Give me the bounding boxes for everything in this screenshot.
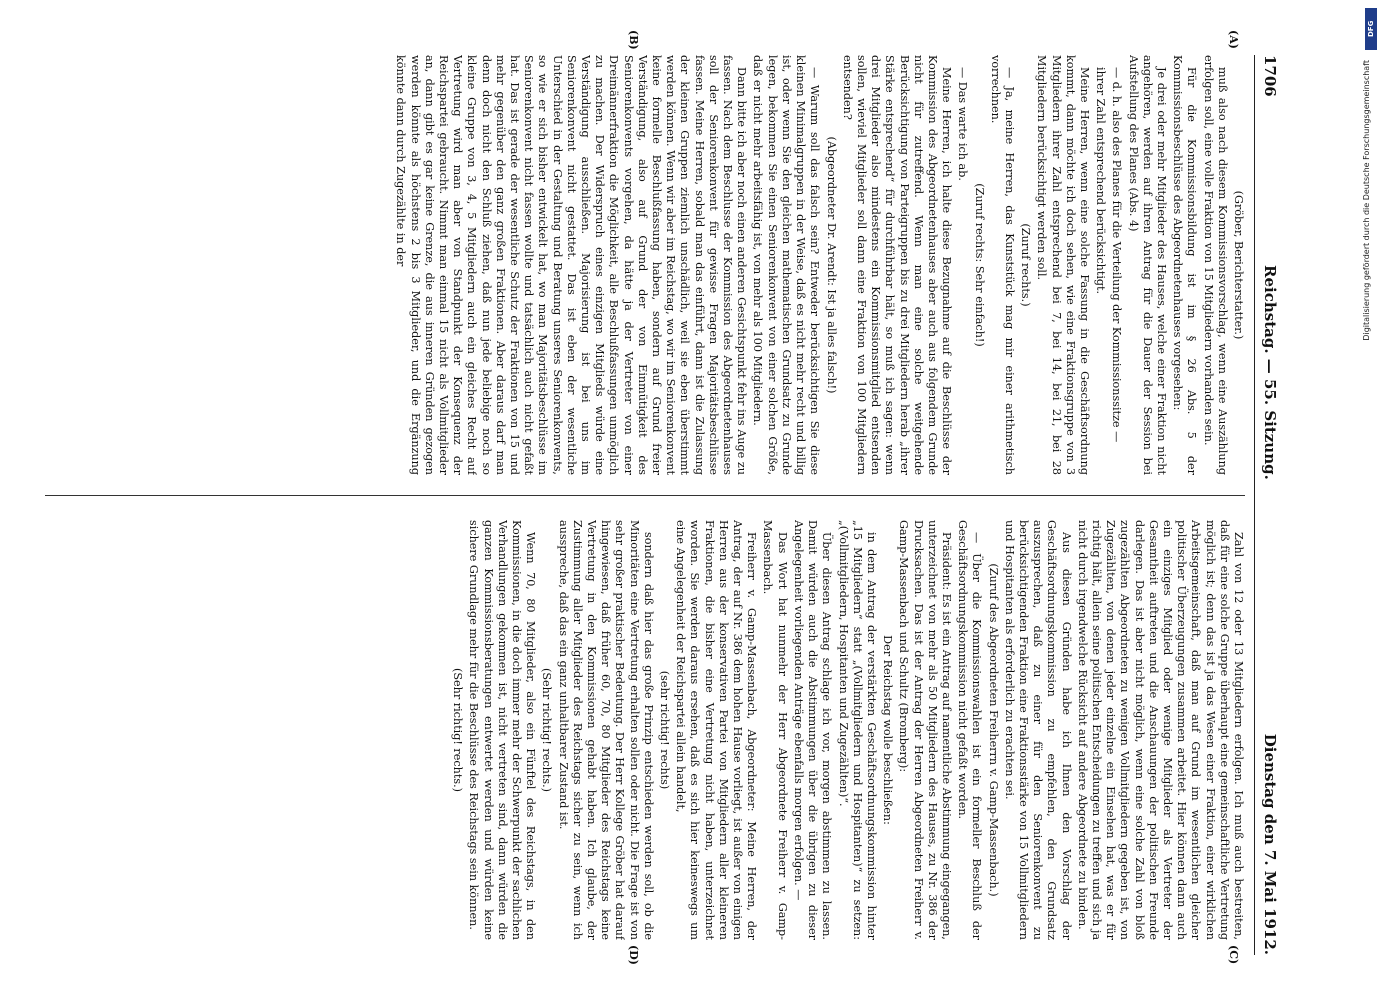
speaker-note: (Gröber, Berichterstatter.) — [1232, 190, 1245, 340]
interjection: (sehr richtig! rechts) — [658, 670, 672, 790]
paragraph: Zahl von 12 oder 13 Mitgliedern erfolgen. Ich muß auch bestreiten, daß für eine solche Gruppe überhaupt eine gemeinschaftliche Vertretung möglich ist; denn das ist ja das Wesen einer Fraktion, einer wirklichen Arbeitsgemeinschaft, daß man auf Grund im wesentlichen gleicher politischer Überzeugungen zusammen arbeitet. Hier können dann auch ein einziges Mitglied oder wenige Mitglieder als Vertreter der Gesamtheit auftreten und die Anschauungen der politischen Freunde darlegen. Das ist aber nicht möglich, wenn eine solche Zahl von bloß zugezählten Abgeordneten zu wenigen Vollmitgliedern gegeben ist, von Zugezählten, von denen jeder einzelne ein Einsehen hat, was er für richtig hält, allein seine politischen Entscheidungen zu treffen und sich ja nicht durch irgendwelche Rücksicht auf andere Abgeordnete zu binden. — [1075, 520, 1245, 940]
right-column — [35, 520, 1245, 940]
digitization-credit: Digitalisierung gefördert durch die Deutsche Forschungsgemeinschaft — [1362, 60, 1371, 341]
paragraph: — Warum soll das falsch sein? Entweder berücksichtigen Sie diese kleinen Minimalgruppen in der Weise, daß es nicht mehr recht und billig ist, oder wenn Sie den gleichen mathematischen Grundsatz zu Grunde legen, bekommen Sie einen Seniorenkonvent von einer solchen Größe, daß er nicht mehr arbeitsfähig ist, von mehr als 100 Mitgliedern. — [751, 55, 822, 475]
paragraph: Präsident: Es ist ein Antrag auf namentliche Abstimmung eingegangen, unterzeichnet von mehr als 50 Mitgliedern des Hauses, zu Nr. 386 der Drucksachen. Das ist der Antrag der Herren Abgeordneten Freiherr v. Gamp-Massenbach und Schultz (Bromberg): — [897, 520, 953, 940]
quote: in dem Antrag der verstärkten Geschäftsordnungskommission hinter „15 Mitgliedern“ statt „(Vollmitgliedern und Hospitanten)“ zu setzen: „(Vollmitgliedern, Hospitanten und Zugezählten)“. — [836, 520, 878, 940]
margin-mark-b: (B) — [627, 30, 640, 50]
paragraph: muß also nach diesem Kommissionsvorschlag, wenn eine Auszählung erfolgen soll, eine volle Fraktion von 15 Mitgliedern vorhanden sein. — [1201, 55, 1229, 475]
margin-mark-a: (A) — [1227, 30, 1240, 49]
interjection: (Abgeordneter Dr. Arendt: Ist ja alles falsch!) — [824, 136, 838, 394]
margin-mark-d: (D) — [627, 945, 640, 965]
paragraph: — Über die Kommissionswahlen ist ein formeller Beschluß der Geschäftsordnungskommission nicht gefaßt worden. — [956, 520, 984, 940]
paragraph: Freiherr v. Gamp-Massenbach, Abgeordneter: Meine Herren, der Antrag, der auf Nr. 386 dem hohen Hause vorliegt, ist außer von einigen Herren aus der konservativen Partei von Mitgliedern aller kleineren Fraktionen, die bisher eine Vertretung nicht haben, unterzeichnet worden. Sie werden daraus ersehen, daß es sich hier keineswegs um eine Angelegenheit der Reichspartei allein handelt, — [674, 520, 759, 940]
session-date: Dienstag den 7. Mai 1912. — [1261, 733, 1279, 955]
paragraph: Meine Herren, wenn eine solche Fassung in die Geschäftsordnung kommt, dann möchte ich doch sehen, wie eine Fraktionsgruppe von 3 Mitgliedern ihrer Zahl entsprechend bei 7, bei 14, bei 21, bei 28 Mitgliedern berücksichtigt werden soll. — [1035, 55, 1091, 475]
margin-mark-c: (C) — [1227, 945, 1240, 965]
quote: ihrer Zahl entsprechend berücksichtigt. — [1094, 67, 1108, 295]
interjection: (Sehr richtig! rechts.) — [451, 667, 465, 793]
interjection: (Zuruf des Abgeordneten Freiherrn v. Gamp-Massenbach.) — [986, 563, 1000, 897]
paragraph: Für die Kommissionsbildung ist im § 26 Abs. 5 der Kommissionsbeschlüsse des Abgeordnetenhauses vorgesehen: — [1171, 55, 1199, 475]
paragraph: Der Reichstag wolle beschließen: — [881, 635, 895, 825]
session-title: Reichstag. — 55. Sitzung. — [1261, 265, 1279, 480]
interjection: (Zuruf rechts.) — [1019, 223, 1033, 307]
paragraph: Aus diesen Gründen habe ich Ihnen den Vorschlag der Geschäftsordnungskommission zu empfehlen, den Grundsatz auszusprechen, daß zu einer für den Seniorenkonvent zu berücksichtigenden Fraktion eine Fraktionsstärke von 15 Vollmitgliedern und Hospitanten als erforderlich zu erachten sei. — [1002, 520, 1073, 940]
interjection: (Zuruf rechts: Sehr einfach!) — [972, 183, 986, 347]
page-header — [1254, 55, 1285, 955]
interjection: (Sehr richtig! rechts.) — [540, 667, 554, 793]
left-column — [35, 55, 1245, 475]
page-number: 1706 — [1261, 55, 1279, 97]
dfg-logo: DFG — [1365, 8, 1377, 50]
column-divider — [45, 495, 1245, 496]
paragraph: — d. h. also des Planes für die Verteilung der Kommissionssitze — — [1110, 67, 1124, 443]
paragraph: Dann bitte ich aber noch einen anderen Gesichtspunkt fehr ins Auge zu fassen. Nach dem Beschlusse der Kommission des Abgeordnetenhauses soll der Seniorenkonvent für gewisse Fragen Majoritätsbeschlüsse fassen. Meine Herren, sobald man das einführt, dann ist die Zulassung der kleinen Gruppen ziemlich unschädlich, weil sie eben überstimmt werden können. Wenn wir aber im Reichstag, wo wir im Seniorenkonvent keine formelle Beschlußfassung haben, sondern auf Grund freier Verständigung, also auf Grund der von Einmütigkeit des Seniorenkonvents vorgehen, da hätte ja der Vertreter von einer Dreimännerfraktion die Möglichkeit, alle Beschlußfassungen unmöglich zu machen. Der Widerspruch eines einzigen Mitglieds würde eine Verständigung ausschließen. Majorisierung ist bei uns im Seniorenkonvent nicht gestattet. Das ist eben der wesentliche Unterschied in der Gestaltung und Beratung unseres Seniorenkonvents, so wie er sich bisher entwickelt hat, wo man Majoritätsbeschlüsse im Seniorenkonvent nicht fassen wollte und tatsächlich auch nicht gefaßt hat. Das ist gerade der wesentliche Schutz der Fraktionen von 15 und mehr gegenüber den ganz großen Fraktionen. Aber daraus darf man denn doch nicht den Schluß ziehen, daß nun jede beliebige noch so kleine Gruppe von 3, 4, 5 Mitgliedern auch ein gleiches Recht auf Vertretung wird man aber von Standpunkt der Konsequenz der Reichspartei gebraucht. Nimmt man einmal 15 nicht als Vollmitglieder an, dann gibt es gar keine Grenze, die aus inneren Gründen gezogen werden könnte als höchstens 2 bis 3 Mitglieder, und die Ergänzung könnte dann durch Zugezählte in der — [394, 55, 749, 475]
paragraph: sondern daß hier das große Prinzip entschieden werden soll, ob die Minoritäten eine Vertretung erhalten sollen oder nicht. Die Frage ist von sehr großer praktischer Bedeutung. Der Herr Kollege Gröber hat darauf hingewiesen, daß früher 60, 70, 80 Mitglieder des Reichstags keine Vertretung in den Kommissionen gehabt haben. Ich glaube, der Zustimmung aller Mitglieder des Reichstags sicher zu sein, wenn ich ausspreche, daß das ein ganz unhaltbarer Zustand ist. — [556, 520, 655, 940]
paragraph: Das Wort hat nunmehr der Herr Abgeordnete Freiherr v. Gamp-Massenbach. — [761, 520, 789, 940]
paragraph: Über diesen Antrag schlage ich vor, morgen abstimmen zu lassen. Damit würden auch die Abstimmungen über die übrigen zu dieser Angelegenheit vorliegenden Anträge ebenfalls morgen erfolgen. — — [791, 520, 834, 940]
paragraph: Wenn 70, 80 Mitglieder, also ein Fünftel des Reichstags, in den Kommissionen, in die doch immer mehr der Schwerpunkt der sachlichen Verhandlungen gekommen ist, nicht vertreten sind, dann würden die ganzen Kommissionsberatungen entwertet werden und würden keine sichere Grundlage mehr für die Beschlüsse des Reichstags sein können. — [467, 520, 538, 940]
paragraph: Meine Herren, ich halte diese Bezugnahme auf die Beschlüsse der Kommission des Abgeordnetenhauses aber auch aus folgendem Grunde nicht für zutreffend. Wenn man eine solche weitgehende Berücksichtigung von Parteigruppen bis zu drei Mitgliedern herab „ihrer Stärke entsprechend“ für durchführbar hält, so muß ich sagen: wenn drei Mitglieder also mindestens ein Kommissionsmitglied entsenden sollen, wieviel Mitglieder soll dann eine Fraktion von 100 Mitgliedern entsenden? — [840, 55, 954, 475]
paragraph: — Ja, meine Herren, das Kunststück mag mir einer arithmetisch vorrechnen. — [988, 55, 1016, 475]
quote: Je drei oder mehr Mitglieder des Hauses, welche einer Fraktion nicht angehören, werden auf ihren Antrag für die Dauer der Session bei Aufstellung des Planes (Abs. 4) — [1126, 55, 1168, 475]
paragraph: — Das warte ich ab. — [956, 67, 970, 181]
